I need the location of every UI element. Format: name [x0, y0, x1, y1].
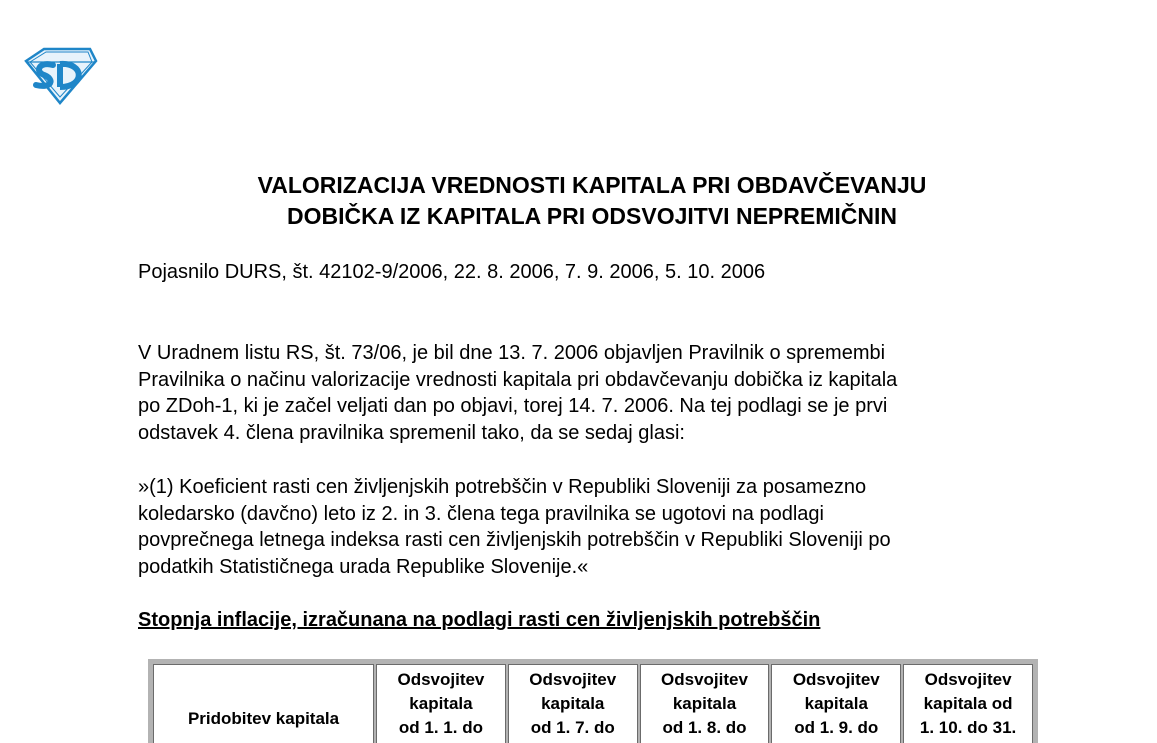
document-title-line-1: VALORIZACIJA VREDNOSTI KAPITALA PRI OBDAVČEVANJU	[257, 172, 927, 198]
paragraph-quote	[138, 474, 891, 580]
header-cell-disposal-2	[508, 664, 638, 743]
paragraph-intro	[138, 340, 897, 446]
header-line: od 1. 9. do	[794, 718, 879, 737]
inflation-table	[148, 659, 1038, 743]
header-line: Odsvojitev	[792, 670, 880, 689]
header-line: kapitala	[409, 694, 473, 713]
header-line: kapitala od	[923, 694, 1013, 713]
header-line: 1. 10. do 31.	[919, 718, 1017, 737]
paragraph-line: V Uradnem listu RS, št. 73/06, je bil dne 13. 7. 2006 objavljen Pravilnik o spremembi	[138, 342, 886, 364]
header-line: Odsvojitev	[397, 670, 485, 689]
document-title-line-2: DOBIČKA IZ KAPITALA PRI ODSVOJITVI NEPREMIČNIN	[287, 203, 897, 229]
header-cell-disposal-1	[376, 664, 506, 743]
document-title	[0, 170, 1157, 232]
paragraph-line: koledarsko (davčno) leto iz 2. in 3. člena tega pravilnika se ugotovi na podlagi	[138, 502, 824, 525]
header-line: kapitala	[672, 694, 737, 713]
table-heading: Stopnja inflacije, izračunana na podlagi rasti cen življenjskih potrebščin	[138, 609, 821, 631]
sd-logo-icon	[22, 47, 98, 105]
header-line: Odsvojitev	[924, 670, 1012, 689]
header-line: kapitala	[804, 694, 868, 713]
header-line: od 1. 8. do	[662, 718, 747, 737]
header-line: Odsvojitev	[661, 670, 748, 689]
paragraph-line: povprečnega letnega indeksa rasti cen življenjskih potrebščin v Republiki Sloveniji po	[138, 529, 891, 551]
paragraph-line: odstavek 4. člena pravilnika spremenil tako, da se sedaj glasi:	[138, 421, 685, 444]
header-line: Odsvojitev	[529, 670, 617, 689]
table-header-row	[153, 664, 1033, 743]
header-cell-disposal-3	[640, 664, 770, 743]
paragraph-line: podatkih Statističnega urada Republike Slovenije.«	[138, 555, 589, 578]
document-subtitle: Pojasnilo DURS, št. 42102-9/2006, 22. 8. 2006, 7. 9. 2006, 5. 10. 2006	[138, 261, 766, 283]
paragraph-line: Pravilnika o načinu valorizacije vrednosti kapitala pri obdavčevanju dobička iz kapitala	[138, 368, 898, 391]
paragraph-line: »(1) Koeficient rasti cen življenjskih potrebščin v Republiki Sloveniji za posamezno	[138, 476, 867, 498]
header-cell-disposal-4	[771, 664, 901, 743]
header-cell-acquisition: Pridobitev kapitala	[153, 664, 374, 743]
paragraph-line: po ZDoh-1, ki je začel veljati dan po objavi, torej 14. 7. 2006. Na tej podlagi se je prvi	[138, 395, 888, 417]
header-line: od 1. 1. do	[398, 718, 483, 737]
header-line: od 1. 7. do	[530, 718, 615, 737]
header-line: kapitala	[541, 694, 605, 713]
header-cell-disposal-5	[903, 664, 1033, 743]
